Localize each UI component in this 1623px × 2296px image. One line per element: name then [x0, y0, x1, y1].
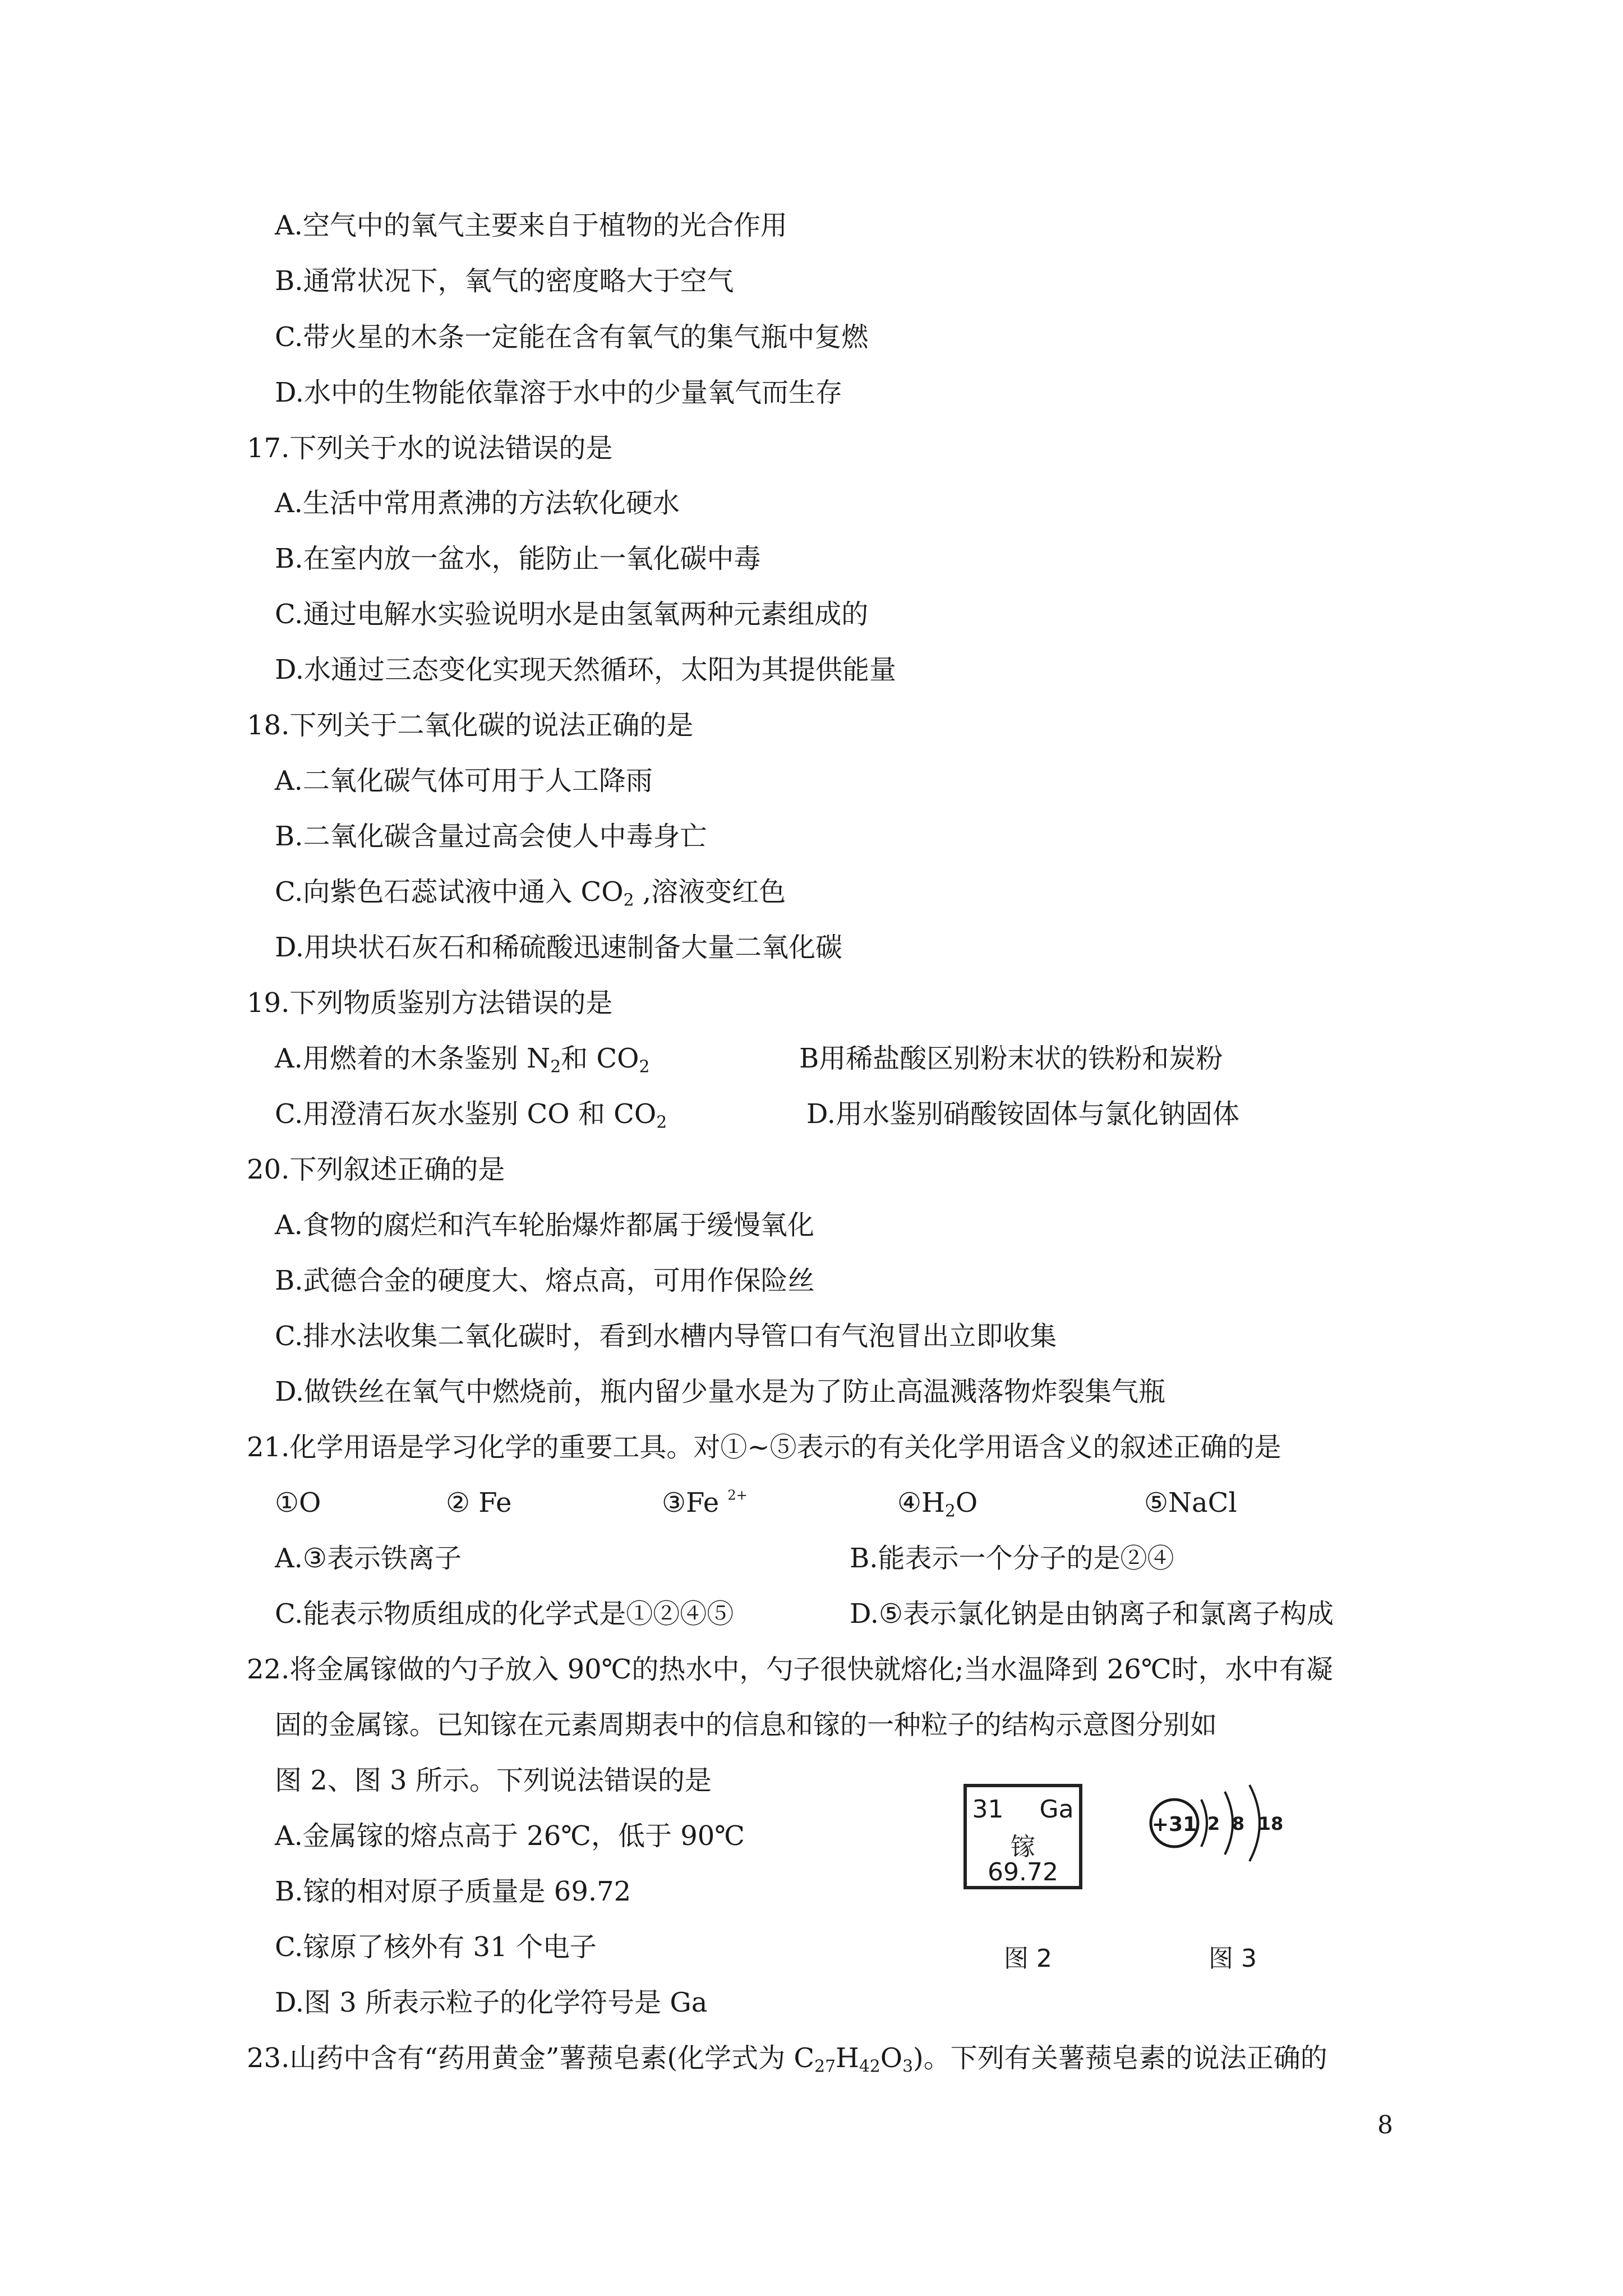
q18-option-c: C.向紫色石蕊试液中通入 $CO_2$ ,溶液变红色 — [275, 876, 786, 910]
q19-stem: 19.下列物质鉴别方法错误的是 — [247, 987, 613, 1019]
q17-option-d: D.水通过三态变化实现天然循环，太阳为其提供能量 — [275, 654, 897, 685]
q19-option-a: A.用燃着的木条鉴别 $N_2$和 $CO_2$ — [275, 1043, 650, 1077]
q20-option-d: D.做铁丝在氧气中燃烧前，瓶内留少量水是为了防止高温溅落物炸裂集气瓶 — [275, 1376, 1166, 1407]
q19-option-c: C.用澄清石灰水鉴别 CO 和 $CO_2$ — [275, 1098, 667, 1133]
nucleus-charge: +31 — [1151, 1813, 1197, 1836]
element-name: 镓 — [1011, 1833, 1035, 1861]
q21-symbol-1: ①O — [275, 1487, 321, 1519]
q23-stem: 23.山药中含有“药用黄金”薯蓣皂素(化学式为 $C_{27}H_{42}O_3$)。下列有关薯蓣皂素的说法正确的 — [247, 2042, 1327, 2077]
q18-option-d: D.用块状石灰石和稀硫酸迅速制备大量二氧化碳 — [275, 932, 843, 963]
q21-option-b: B.能表示一个分子的是②④ — [850, 1543, 1174, 1574]
q17-stem: 17.下列关于水的说法错误的是 — [247, 432, 613, 464]
figure-3-caption: 图 3 — [1209, 1944, 1257, 1973]
q22-option-b: B.镓的相对原子质量是 69.72 — [275, 1876, 631, 1907]
atomic-number: 31 — [972, 1795, 1004, 1824]
q19-option-b: B用稀盐酸区别粉末状的铁粉和炭粉 — [799, 1043, 1223, 1074]
q19-option-d: D.用水鉴别硝酸铵固体与氯化钠固体 — [806, 1098, 1240, 1130]
q17-option-b: B.在室内放一盆水，能防止一氧化碳中毒 — [275, 543, 761, 574]
q22-option-d: D.图 3 所表示粒子的化学符号是 Ga — [275, 1987, 708, 2018]
q22-option-a: A.金属镓的熔点高于 26℃，低于 90℃ — [275, 1820, 745, 1852]
q18-stem: 18.下列关于二氧化碳的说法正确的是 — [247, 710, 694, 741]
q21-symbol-3: ③Fe $^{2+}$ — [662, 1487, 748, 1519]
q21-option-d: D.⑤表示氯化钠是由钠离子和氯离子构成 — [850, 1598, 1334, 1630]
q22-stem-line-3: 图 2、图 3 所示。下列说法错误的是 — [275, 1765, 712, 1796]
q20-option-c: C.排水法收集二氧化碳时，看到水槽内导管口有气泡冒出立即收集 — [275, 1320, 1057, 1352]
q20-option-b: B.武德合金的硬度大、熔点高，可用作保险丝 — [275, 1265, 815, 1296]
q16-option-b: B.通常状况下，氧气的密度略大于空气 — [275, 265, 734, 297]
q21-symbol-4: $④H_2O$ — [897, 1487, 978, 1521]
q16-option-c: C.带火星的木条一定能在含有氧气的集气瓶中复燃 — [275, 321, 869, 353]
q22-option-c: C.镓原了核外有 31 个电子 — [275, 1931, 597, 1963]
q18-option-a: A.二氧化碳气体可用于人工降雨 — [275, 765, 653, 797]
q16-option-a: A.空气中的氧气主要来自于植物的光合作用 — [275, 210, 787, 241]
q21-symbol-2: ② Fe — [446, 1487, 512, 1519]
element-symbol: Ga — [1039, 1795, 1074, 1824]
gallium-ion-structure-diagram — [1138, 1773, 1324, 1879]
q21-option-a: A.③表示铁离子 — [275, 1543, 462, 1574]
figure-2-caption: 图 2 — [1004, 1944, 1052, 1973]
q21-symbol-5: ⑤NaCl — [1144, 1487, 1237, 1519]
shell-1-electrons: 2 — [1207, 1813, 1220, 1834]
gallium-element-card — [963, 1784, 1082, 1889]
page-number: 8 — [1377, 2111, 1393, 2139]
q17-option-c: C.通过电解水实验说明水是由氢氧两种元素组成的 — [275, 599, 869, 630]
shell-3-electrons: 18 — [1258, 1813, 1284, 1834]
electron-shell-1-arc — [1201, 1800, 1207, 1847]
q21-stem: 21.化学用语是学习化学的重要工具。对①~⑤表示的有关化学用语含义的叙述正确的是 — [247, 1432, 1281, 1463]
q16-option-d: D.水中的生物能依靠溶于水中的少量氧气而生存 — [275, 377, 843, 408]
q17-option-a: A.生活中常用煮沸的方法软化硬水 — [275, 487, 680, 519]
q21-option-c: C.能表示物质组成的化学式是①②④⑤ — [275, 1598, 734, 1630]
relative-atomic-mass: 69.72 — [988, 1858, 1058, 1887]
q22-stem-line-1: 22.将金属镓做的勺子放入 90℃的热水中，勺子很快就熔化;当水温降到 26℃时，水中有凝 — [247, 1654, 1333, 1685]
shell-2-electrons: 8 — [1232, 1813, 1245, 1834]
q20-stem: 20.下列叙述正确的是 — [247, 1154, 505, 1185]
q20-option-a: A.食物的腐烂和汽车轮胎爆炸都属于缓慢氧化 — [275, 1209, 814, 1241]
q18-option-b: B.二氧化碳含量过高会使人中毒身亡 — [275, 821, 707, 852]
q22-stem-line-2: 固的金属镓。已知镓在元素周期表中的信息和镓的一种粒子的结构示意图分别如 — [275, 1709, 1218, 1741]
